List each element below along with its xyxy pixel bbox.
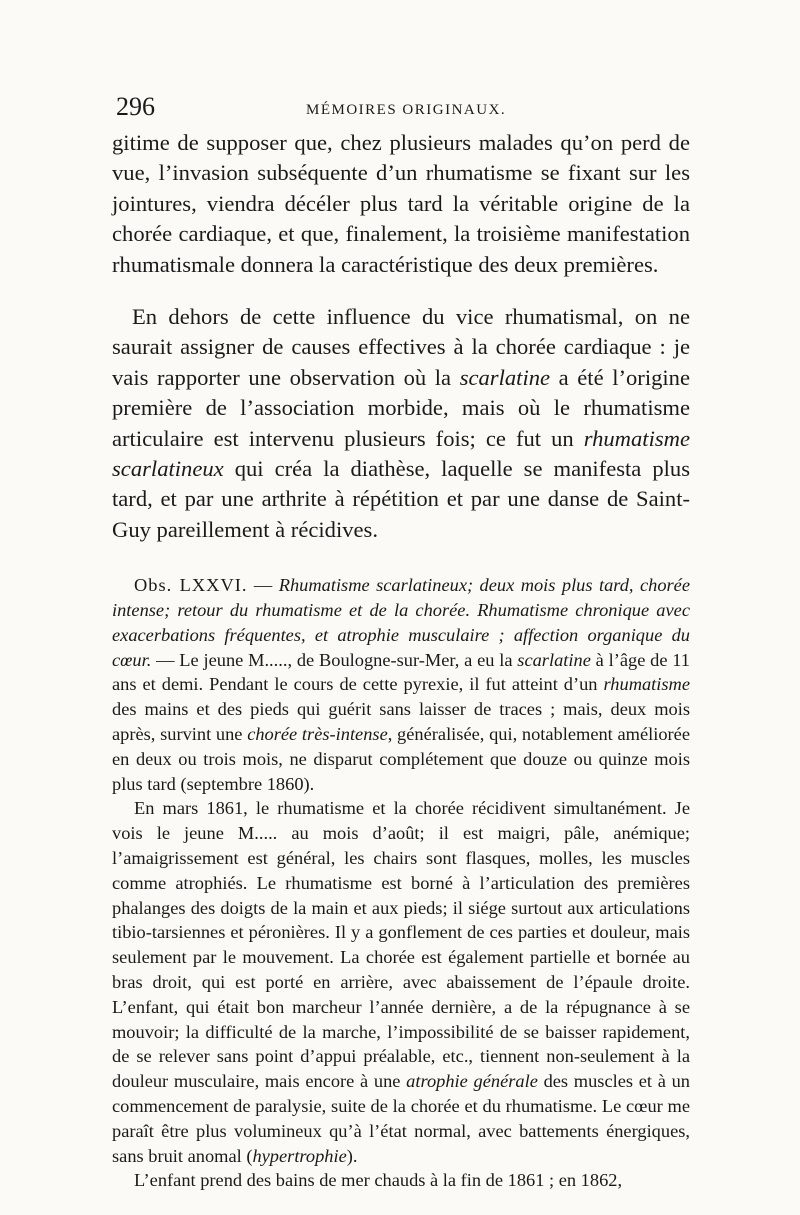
text-run: , généralisée, qui, notablement améliorée en deux ou trois mois, ne disparut complétement que douze ou quinze mois plus tard (septembre 1860). bbox=[112, 724, 690, 794]
main-text bbox=[112, 128, 690, 545]
italic-term: scarlatine bbox=[459, 364, 551, 390]
text-run: qui créa la diathèse, laquelle se manifesta plus tard, et par une arthrite à répétition et par une danse de Saint-Guy pareillement à récidives. bbox=[112, 456, 690, 542]
italic-term: scarlatine bbox=[517, 649, 591, 670]
text-run: — bbox=[247, 575, 279, 596]
page-number: 296 bbox=[116, 92, 155, 121]
observation-title: Rhumatisme scarlatineux; deux mois plus tard, chorée intense; retour du rhumatisme et de la chorée. Rhumatisme chronique avec exacerbations fréquentes, et atrophie musculaire ; affection organique du cœur. bbox=[112, 575, 690, 670]
italic-term: hypertrophie bbox=[252, 1145, 347, 1166]
page-body bbox=[112, 128, 690, 1193]
text-run: a été l’origine première de l’association morbide, mais où le rhumatisme articulaire est intervenu plusieurs fois; ce fut un bbox=[112, 364, 691, 451]
italic-term: chorée très-intense bbox=[247, 724, 388, 745]
text-run: des muscles et à un commencement de paralysie, suite de la chorée et du rhumatisme. Le cœur me paraît être plus volumineux qu’à l’état normal, avec battements énergiques, sans bruit anomal ( bbox=[112, 1071, 690, 1166]
text-run: En dehors de cette influence du vice rhumatismal, on ne saurait assigner de causes effectives à la chorée cardiaque : je vais rapporter une observation où la bbox=[112, 304, 690, 390]
italic-term: atrophie générale bbox=[406, 1071, 538, 1092]
running-head: MÉMOIRES ORIGINAUX. bbox=[306, 102, 507, 118]
paragraph-continuation: gitime de supposer que, chez plusieurs malades qu’on perd de vue, l’invasion subséquente d’un rhumatisme se fixant sur les jointures, viendra décéler plus tard la véritable origine de la chorée cardiaque, et que, finalement, la troisième manifestation rhumatismale donnera la caractéristique des deux premières. bbox=[112, 130, 690, 277]
observation-paragraph bbox=[112, 573, 690, 796]
page-header bbox=[116, 92, 686, 122]
text-run: ). bbox=[346, 1145, 358, 1166]
text-run: à l’âge de 11 ans et demi. Pendant le cours de cette pyrexie, il fut atteint d’un bbox=[112, 649, 690, 695]
observation-block bbox=[112, 573, 690, 1193]
italic-term: rhumatisme bbox=[603, 674, 690, 695]
observation-label: Obs. LXXVI. bbox=[134, 575, 248, 596]
text-run: des mains et des pieds qui guérit sans laisser de traces ; mais, deux mois après, survint une bbox=[112, 699, 690, 745]
paragraph-causes bbox=[112, 302, 690, 545]
text-run: En mars 1861, le rhumatisme et la chorée récidivent simultanément. Je vois le jeune M..... au mois d’août; il est maigri, pâle, anémique; l’amaigrissement est général, les chairs sont flasques, molles, les muscles comme atrophiés. Le rhumatisme est borné à l’articulation des premières phalanges des doigts de la main et aux pieds; il siége surtout aux articulations tibio-tarsiennes et péronières. Il y a gonflement de ces parties et douleur, mais seulement par le mouvement. La chorée est également partielle et bornée au bras droit, qui est porté en arrière, avec abaissement de l’épaule droite. L’enfant, qui était bon marcheur l’année dernière, a de la répugnance à se mouvoir; la difficulté de la marche, l’impossibilité de se baisser rapidement, de se relever sans point d’appui préalable, etc., tiennent non-seulement à la douleur musculaire, mais encore à une bbox=[112, 798, 690, 1092]
observation-paragraph-2 bbox=[112, 796, 690, 1168]
italic-term: rhumatisme scarlatineux bbox=[112, 425, 690, 482]
observation-paragraph-3: L’enfant prend des bains de mer chauds à la fin de 1861 ; en 1862, bbox=[134, 1170, 623, 1191]
text-run: — Le jeune M....., de Boulogne-sur-Mer, a eu la bbox=[151, 649, 518, 670]
